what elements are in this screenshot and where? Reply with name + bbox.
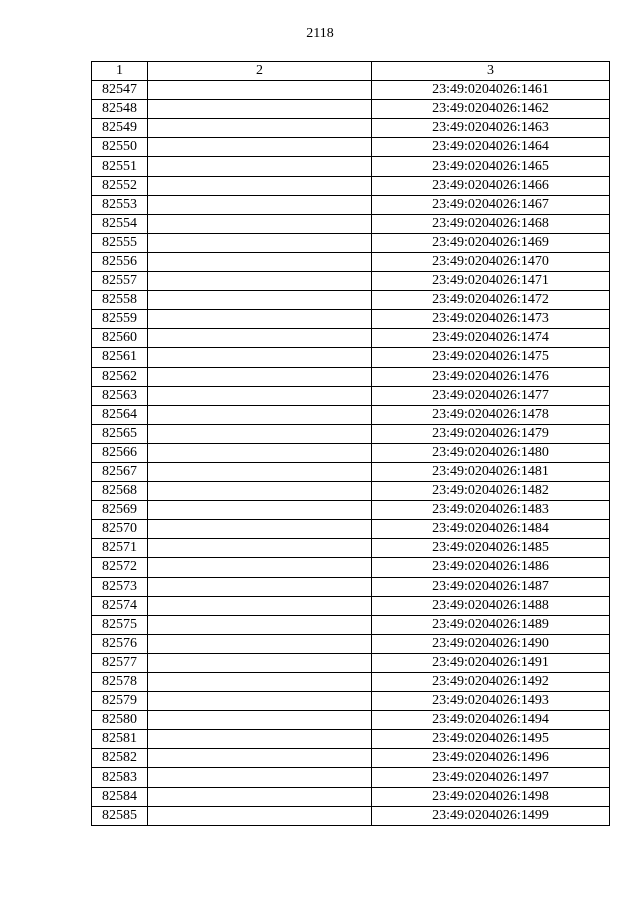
row-number-cell: 82578 [92,673,148,692]
cadastral-number-cell: 23:49:0204026:1491 [372,653,610,672]
row-description-cell [148,405,372,424]
row-number-cell: 82570 [92,520,148,539]
table-row [92,252,610,271]
row-number-cell: 82558 [92,291,148,310]
row-number-cell: 82581 [92,730,148,749]
cadastral-number-cell: 23:49:0204026:1465 [372,157,610,176]
row-description-cell [148,520,372,539]
row-description-cell [148,482,372,501]
table-row [92,558,610,577]
table-row [92,214,610,233]
row-description-cell [148,348,372,367]
row-description-cell [148,443,372,462]
row-number-cell: 82567 [92,462,148,481]
row-description-cell [148,367,372,386]
cadastral-number-cell: 23:49:0204026:1477 [372,386,610,405]
table-row [92,730,610,749]
table-row [92,596,610,615]
cadastral-number-cell: 23:49:0204026:1476 [372,367,610,386]
cadastral-number-cell: 23:49:0204026:1499 [372,806,610,825]
row-number-cell: 82571 [92,539,148,558]
cadastral-number-cell: 23:49:0204026:1494 [372,711,610,730]
table-row [92,329,610,348]
row-description-cell [148,768,372,787]
cadastral-number-cell: 23:49:0204026:1467 [372,195,610,214]
row-number-cell: 82547 [92,81,148,100]
row-description-cell [148,386,372,405]
row-number-cell: 82575 [92,615,148,634]
cadastral-number-cell: 23:49:0204026:1495 [372,730,610,749]
row-description-cell [148,310,372,329]
row-description-cell [148,749,372,768]
row-number-cell: 82584 [92,787,148,806]
cadastral-number-cell: 23:49:0204026:1481 [372,462,610,481]
table-row [92,367,610,386]
header-row [92,62,610,81]
cadastral-number-cell: 23:49:0204026:1479 [372,424,610,443]
cadastral-number-cell: 23:49:0204026:1483 [372,501,610,520]
row-description-cell [148,252,372,271]
row-description-cell [148,329,372,348]
row-number-cell: 82556 [92,252,148,271]
table-row [92,272,610,291]
cadastral-number-cell: 23:49:0204026:1487 [372,577,610,596]
row-description-cell [148,195,372,214]
table-header [92,62,610,81]
cadastral-number-cell: 23:49:0204026:1488 [372,596,610,615]
row-description-cell [148,711,372,730]
cadastral-number-cell: 23:49:0204026:1474 [372,329,610,348]
row-number-cell: 82566 [92,443,148,462]
row-description-cell [148,730,372,749]
row-number-cell: 82579 [92,692,148,711]
row-number-cell: 82561 [92,348,148,367]
row-number-cell: 82554 [92,214,148,233]
row-number-cell: 82576 [92,634,148,653]
row-description-cell [148,539,372,558]
table-row [92,138,610,157]
row-description-cell [148,424,372,443]
row-number-cell: 82568 [92,482,148,501]
row-number-cell: 82555 [92,233,148,252]
row-number-cell: 82582 [92,749,148,768]
row-description-cell [148,787,372,806]
column-header-2: 2 [148,62,372,81]
table-row [92,443,610,462]
cadastral-number-cell: 23:49:0204026:1486 [372,558,610,577]
table-row [92,501,610,520]
row-description-cell [148,233,372,252]
cadastral-number-cell: 23:49:0204026:1492 [372,673,610,692]
row-number-cell: 82580 [92,711,148,730]
cadastral-number-cell: 23:49:0204026:1473 [372,310,610,329]
table-row [92,100,610,119]
row-description-cell [148,291,372,310]
row-description-cell [148,462,372,481]
row-number-cell: 82553 [92,195,148,214]
row-number-cell: 82559 [92,310,148,329]
row-description-cell [148,272,372,291]
table-row [92,348,610,367]
row-description-cell [148,138,372,157]
table-row [92,386,610,405]
table-row [92,768,610,787]
cadastral-number-cell: 23:49:0204026:1471 [372,272,610,291]
table-row [92,673,610,692]
row-number-cell: 82574 [92,596,148,615]
row-number-cell: 82585 [92,806,148,825]
table-row [92,749,610,768]
row-number-cell: 82565 [92,424,148,443]
row-number-cell: 82577 [92,653,148,672]
row-description-cell [148,119,372,138]
table-row [92,787,610,806]
row-number-cell: 82551 [92,157,148,176]
cadastral-number-cell: 23:49:0204026:1470 [372,252,610,271]
row-description-cell [148,653,372,672]
table-row [92,711,610,730]
table-row [92,806,610,825]
cadastral-number-cell: 23:49:0204026:1490 [372,634,610,653]
cadastral-number-cell: 23:49:0204026:1462 [372,100,610,119]
row-description-cell [148,615,372,634]
table-row [92,233,610,252]
cadastral-number-cell: 23:49:0204026:1484 [372,520,610,539]
column-header-1: 1 [92,62,148,81]
row-number-cell: 82552 [92,176,148,195]
row-number-cell: 82573 [92,577,148,596]
row-description-cell [148,81,372,100]
table-row [92,81,610,100]
table-row [92,424,610,443]
row-number-cell: 82560 [92,329,148,348]
cadastral-number-cell: 23:49:0204026:1464 [372,138,610,157]
cadastral-number-cell: 23:49:0204026:1482 [372,482,610,501]
table-row [92,634,610,653]
table-row [92,615,610,634]
table-row [92,577,610,596]
row-description-cell [148,692,372,711]
table-row [92,520,610,539]
row-number-cell: 82549 [92,119,148,138]
table-body [92,81,610,826]
row-description-cell [148,577,372,596]
cadastral-number-cell: 23:49:0204026:1466 [372,176,610,195]
table-row [92,462,610,481]
row-description-cell [148,176,372,195]
cadastral-number-cell: 23:49:0204026:1463 [372,119,610,138]
registry-table [91,61,610,826]
cadastral-number-cell: 23:49:0204026:1498 [372,787,610,806]
row-number-cell: 82583 [92,768,148,787]
row-number-cell: 82564 [92,405,148,424]
cadastral-number-cell: 23:49:0204026:1472 [372,291,610,310]
cadastral-number-cell: 23:49:0204026:1478 [372,405,610,424]
cadastral-number-cell: 23:49:0204026:1469 [372,233,610,252]
table-row [92,157,610,176]
row-description-cell [148,634,372,653]
row-description-cell [148,558,372,577]
row-description-cell [148,157,372,176]
table-row [92,119,610,138]
row-number-cell: 82569 [92,501,148,520]
row-description-cell [148,100,372,119]
table-row [92,482,610,501]
page-number: 2118 [306,26,334,41]
row-number-cell: 82562 [92,367,148,386]
cadastral-number-cell: 23:49:0204026:1461 [372,81,610,100]
row-number-cell: 82563 [92,386,148,405]
table-row [92,692,610,711]
row-number-cell: 82548 [92,100,148,119]
table-row [92,310,610,329]
cadastral-number-cell: 23:49:0204026:1480 [372,443,610,462]
row-description-cell [148,673,372,692]
cadastral-number-cell: 23:49:0204026:1475 [372,348,610,367]
table-row [92,405,610,424]
row-description-cell [148,806,372,825]
cadastral-number-cell: 23:49:0204026:1489 [372,615,610,634]
table-row [92,195,610,214]
cadastral-number-cell: 23:49:0204026:1493 [372,692,610,711]
cadastral-number-cell: 23:49:0204026:1497 [372,768,610,787]
table-row [92,291,610,310]
table-row [92,176,610,195]
row-number-cell: 82572 [92,558,148,577]
column-header-3: 3 [372,62,610,81]
row-description-cell [148,501,372,520]
table-row [92,539,610,558]
cadastral-number-cell: 23:49:0204026:1468 [372,214,610,233]
row-description-cell [148,596,372,615]
row-description-cell [148,214,372,233]
row-number-cell: 82550 [92,138,148,157]
table-row [92,653,610,672]
cadastral-number-cell: 23:49:0204026:1496 [372,749,610,768]
cadastral-number-cell: 23:49:0204026:1485 [372,539,610,558]
row-number-cell: 82557 [92,272,148,291]
